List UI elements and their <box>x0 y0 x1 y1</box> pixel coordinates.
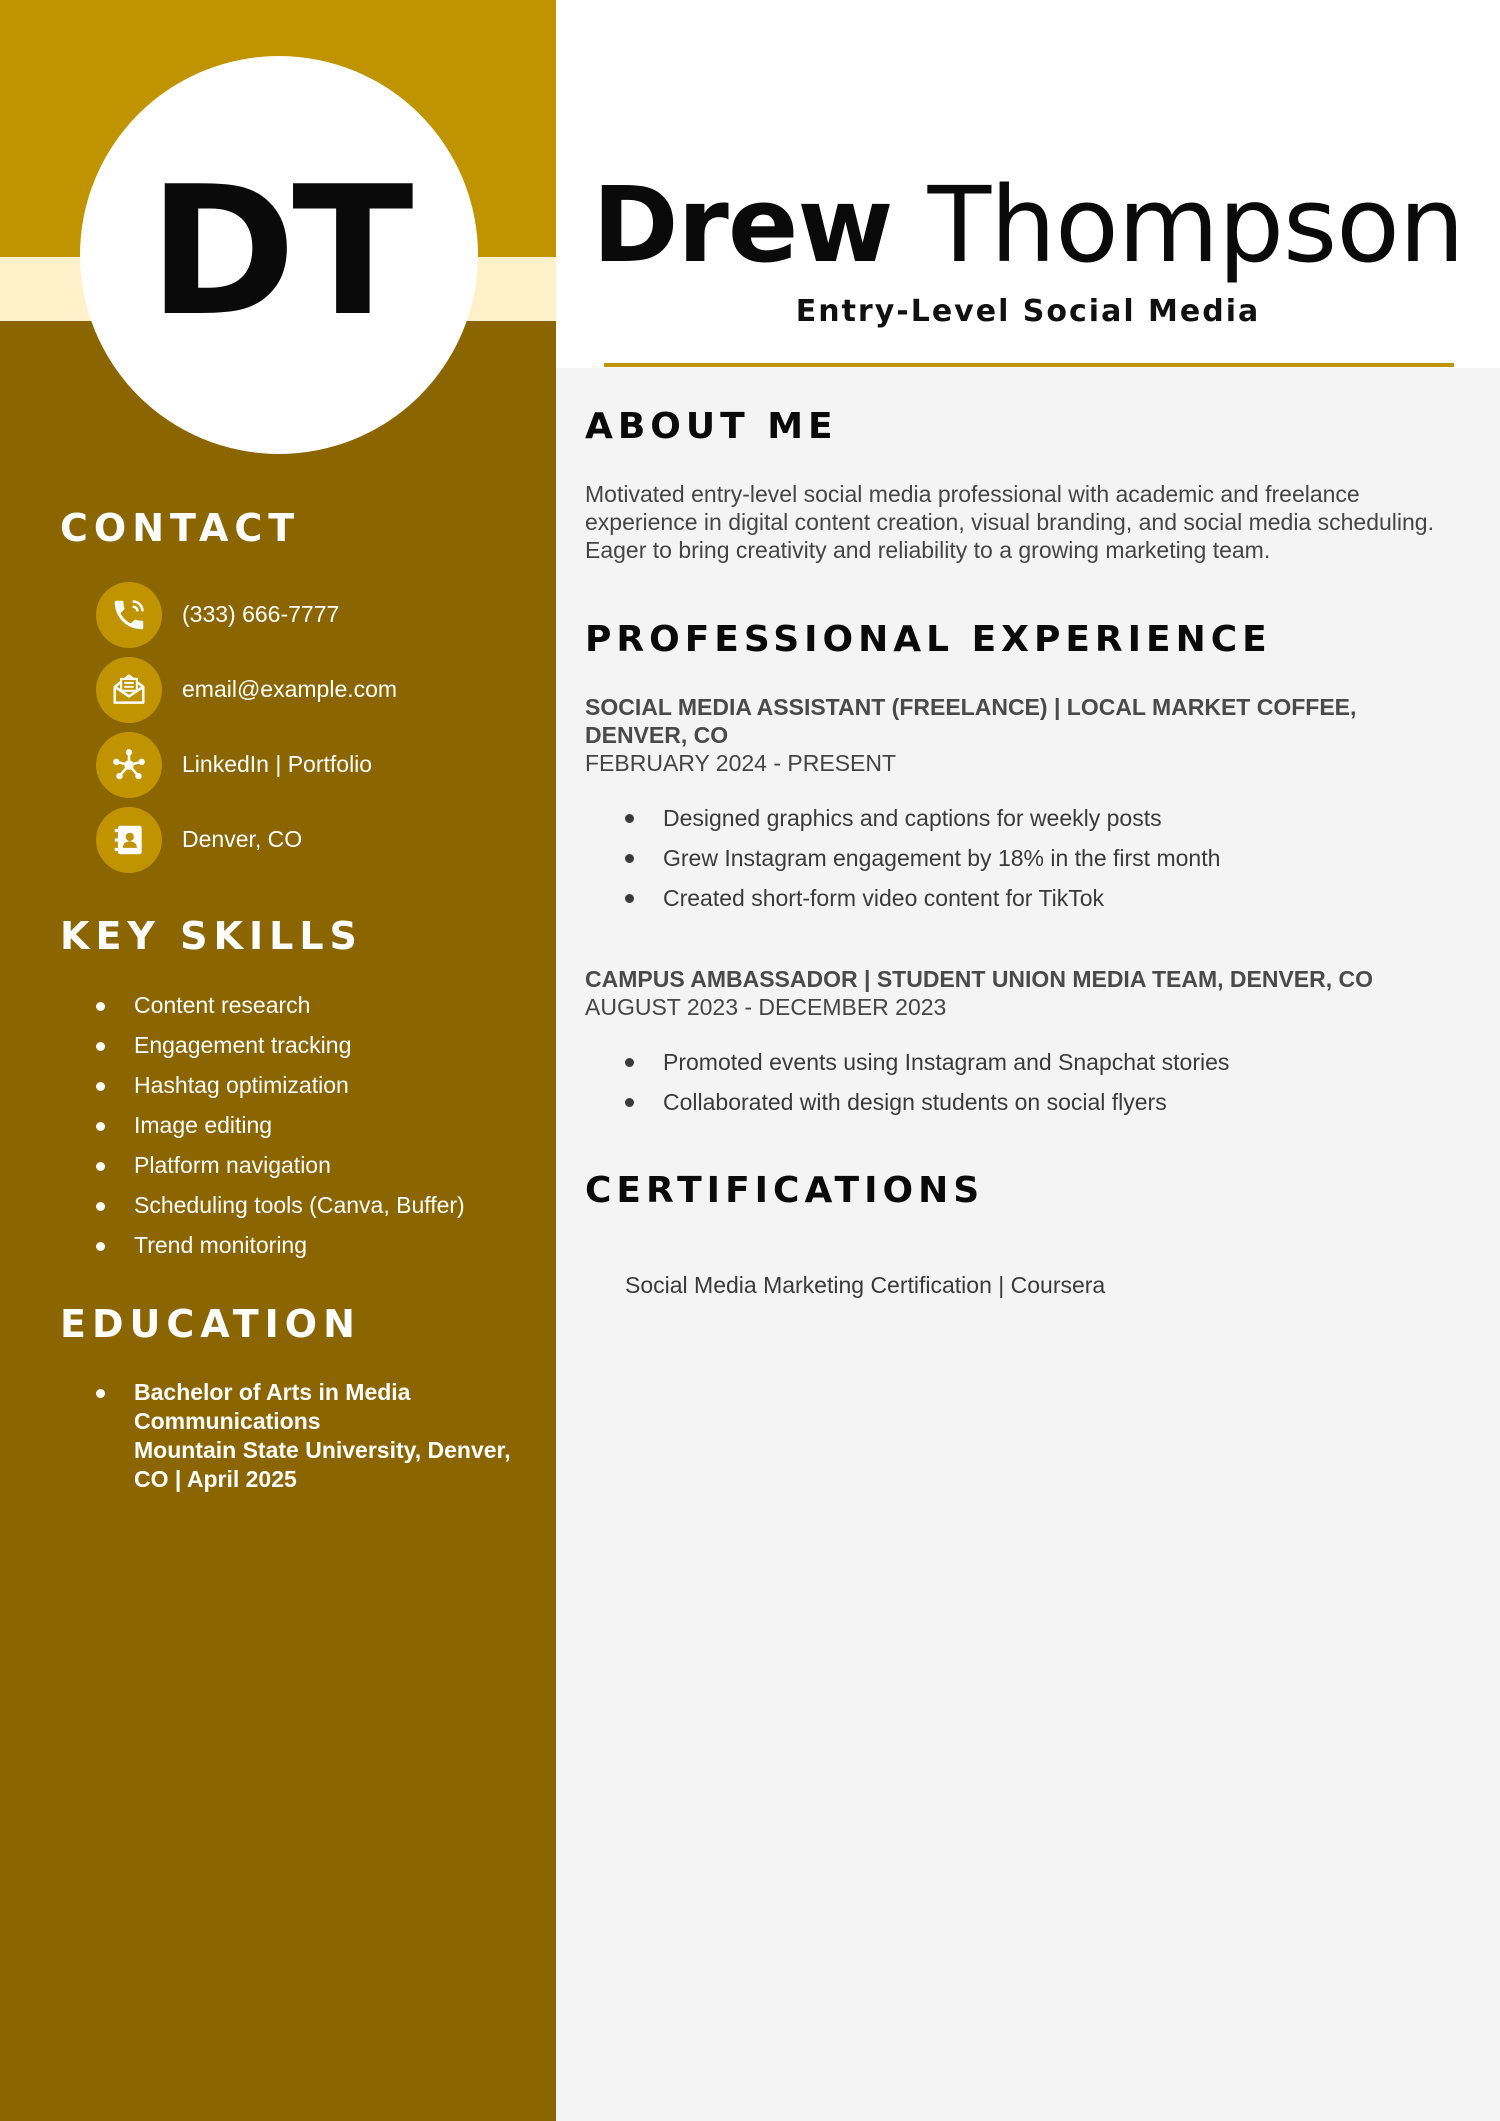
skill-item: Hashtag optimization <box>90 1068 530 1108</box>
job-bullet: Designed graphics and captions for weekly posts <box>585 801 1465 841</box>
skill-item: Image editing <box>90 1108 530 1148</box>
skill-item: Engagement tracking <box>90 1028 530 1068</box>
education-entry <box>90 1378 530 1494</box>
contact-item-phone <box>96 582 536 647</box>
certifications-heading: CERTIFICATIONS <box>585 1170 985 1211</box>
first-name: Drew <box>592 164 893 286</box>
contact-links[interactable]: LinkedIn | Portfolio <box>182 751 373 777</box>
skill-item: Content research <box>90 988 530 1028</box>
job-entry <box>585 965 1465 1125</box>
skills-list <box>90 988 530 1268</box>
education-school: Mountain State University, Denver, CO | April 2025 <box>134 1437 511 1492</box>
avatar-monogram <box>80 56 478 454</box>
job-bullet: Grew Instagram engagement by 18% in the first month <box>585 841 1465 881</box>
job-subtitle: Entry-Level Social Media <box>795 294 1261 329</box>
contact-item-email <box>96 657 536 722</box>
experience-heading: PROFESSIONAL EXPERIENCE <box>585 619 1272 660</box>
job-title: CAMPUS AMBASSADOR | STUDENT UNION MEDIA TEAM, DENVER, CO <box>585 966 1374 992</box>
skill-item: Trend monitoring <box>90 1228 530 1268</box>
candidate-name <box>556 164 1500 286</box>
contact-heading: CONTACT <box>60 506 301 550</box>
key-skills-heading: KEY SKILLS <box>60 914 363 958</box>
contact-list <box>96 582 536 882</box>
education-degree: Bachelor of Arts in Media Communications <box>134 1379 411 1434</box>
contact-phone: (333) 666-7777 <box>182 601 340 627</box>
about-text: Motivated entry-level social media professional with academic and freelance experience in digital content creation, visual branding, and social media scheduling. Eager to bring creativity and reliability to a growing marketing team. <box>585 481 1434 563</box>
job-bullet: Promoted events using Instagram and Snapchat stories <box>585 1045 1465 1085</box>
contact-email[interactable]: email@example.com <box>182 676 398 702</box>
phone-icon <box>96 582 162 648</box>
header-divider <box>604 363 1454 367</box>
initials: DT <box>148 148 410 355</box>
job-dates: AUGUST 2023 - DECEMBER 2023 <box>585 994 947 1020</box>
skill-item: Platform navigation <box>90 1148 530 1188</box>
job-bullets <box>585 1045 1465 1125</box>
job-dates: FEBRUARY 2024 - PRESENT <box>585 750 897 776</box>
certification-item: Social Media Marketing Certification | Coursera <box>625 1272 1106 1298</box>
about-heading: ABOUT ME <box>585 406 838 447</box>
job-bullet: Created short-form video content for TikTok <box>585 881 1465 921</box>
education-item <box>90 1378 530 1494</box>
job-bullets <box>585 801 1465 921</box>
job-bullet: Collaborated with design students on social flyers <box>585 1085 1465 1125</box>
contact-item-links <box>96 732 536 797</box>
contact-item-location <box>96 807 536 872</box>
network-icon <box>96 732 162 798</box>
last-name: Thompson <box>927 164 1464 286</box>
contact-location: Denver, CO <box>182 826 303 852</box>
email-icon <box>96 657 162 723</box>
job-title: SOCIAL MEDIA ASSISTANT (FREELANCE) | LOCAL MARKET COFFEE, DENVER, CO <box>585 694 1357 748</box>
address-book-icon <box>96 807 162 873</box>
job-entry <box>585 693 1465 921</box>
skill-item: Scheduling tools (Canva, Buffer) <box>90 1188 530 1228</box>
education-heading: EDUCATION <box>60 1302 361 1346</box>
